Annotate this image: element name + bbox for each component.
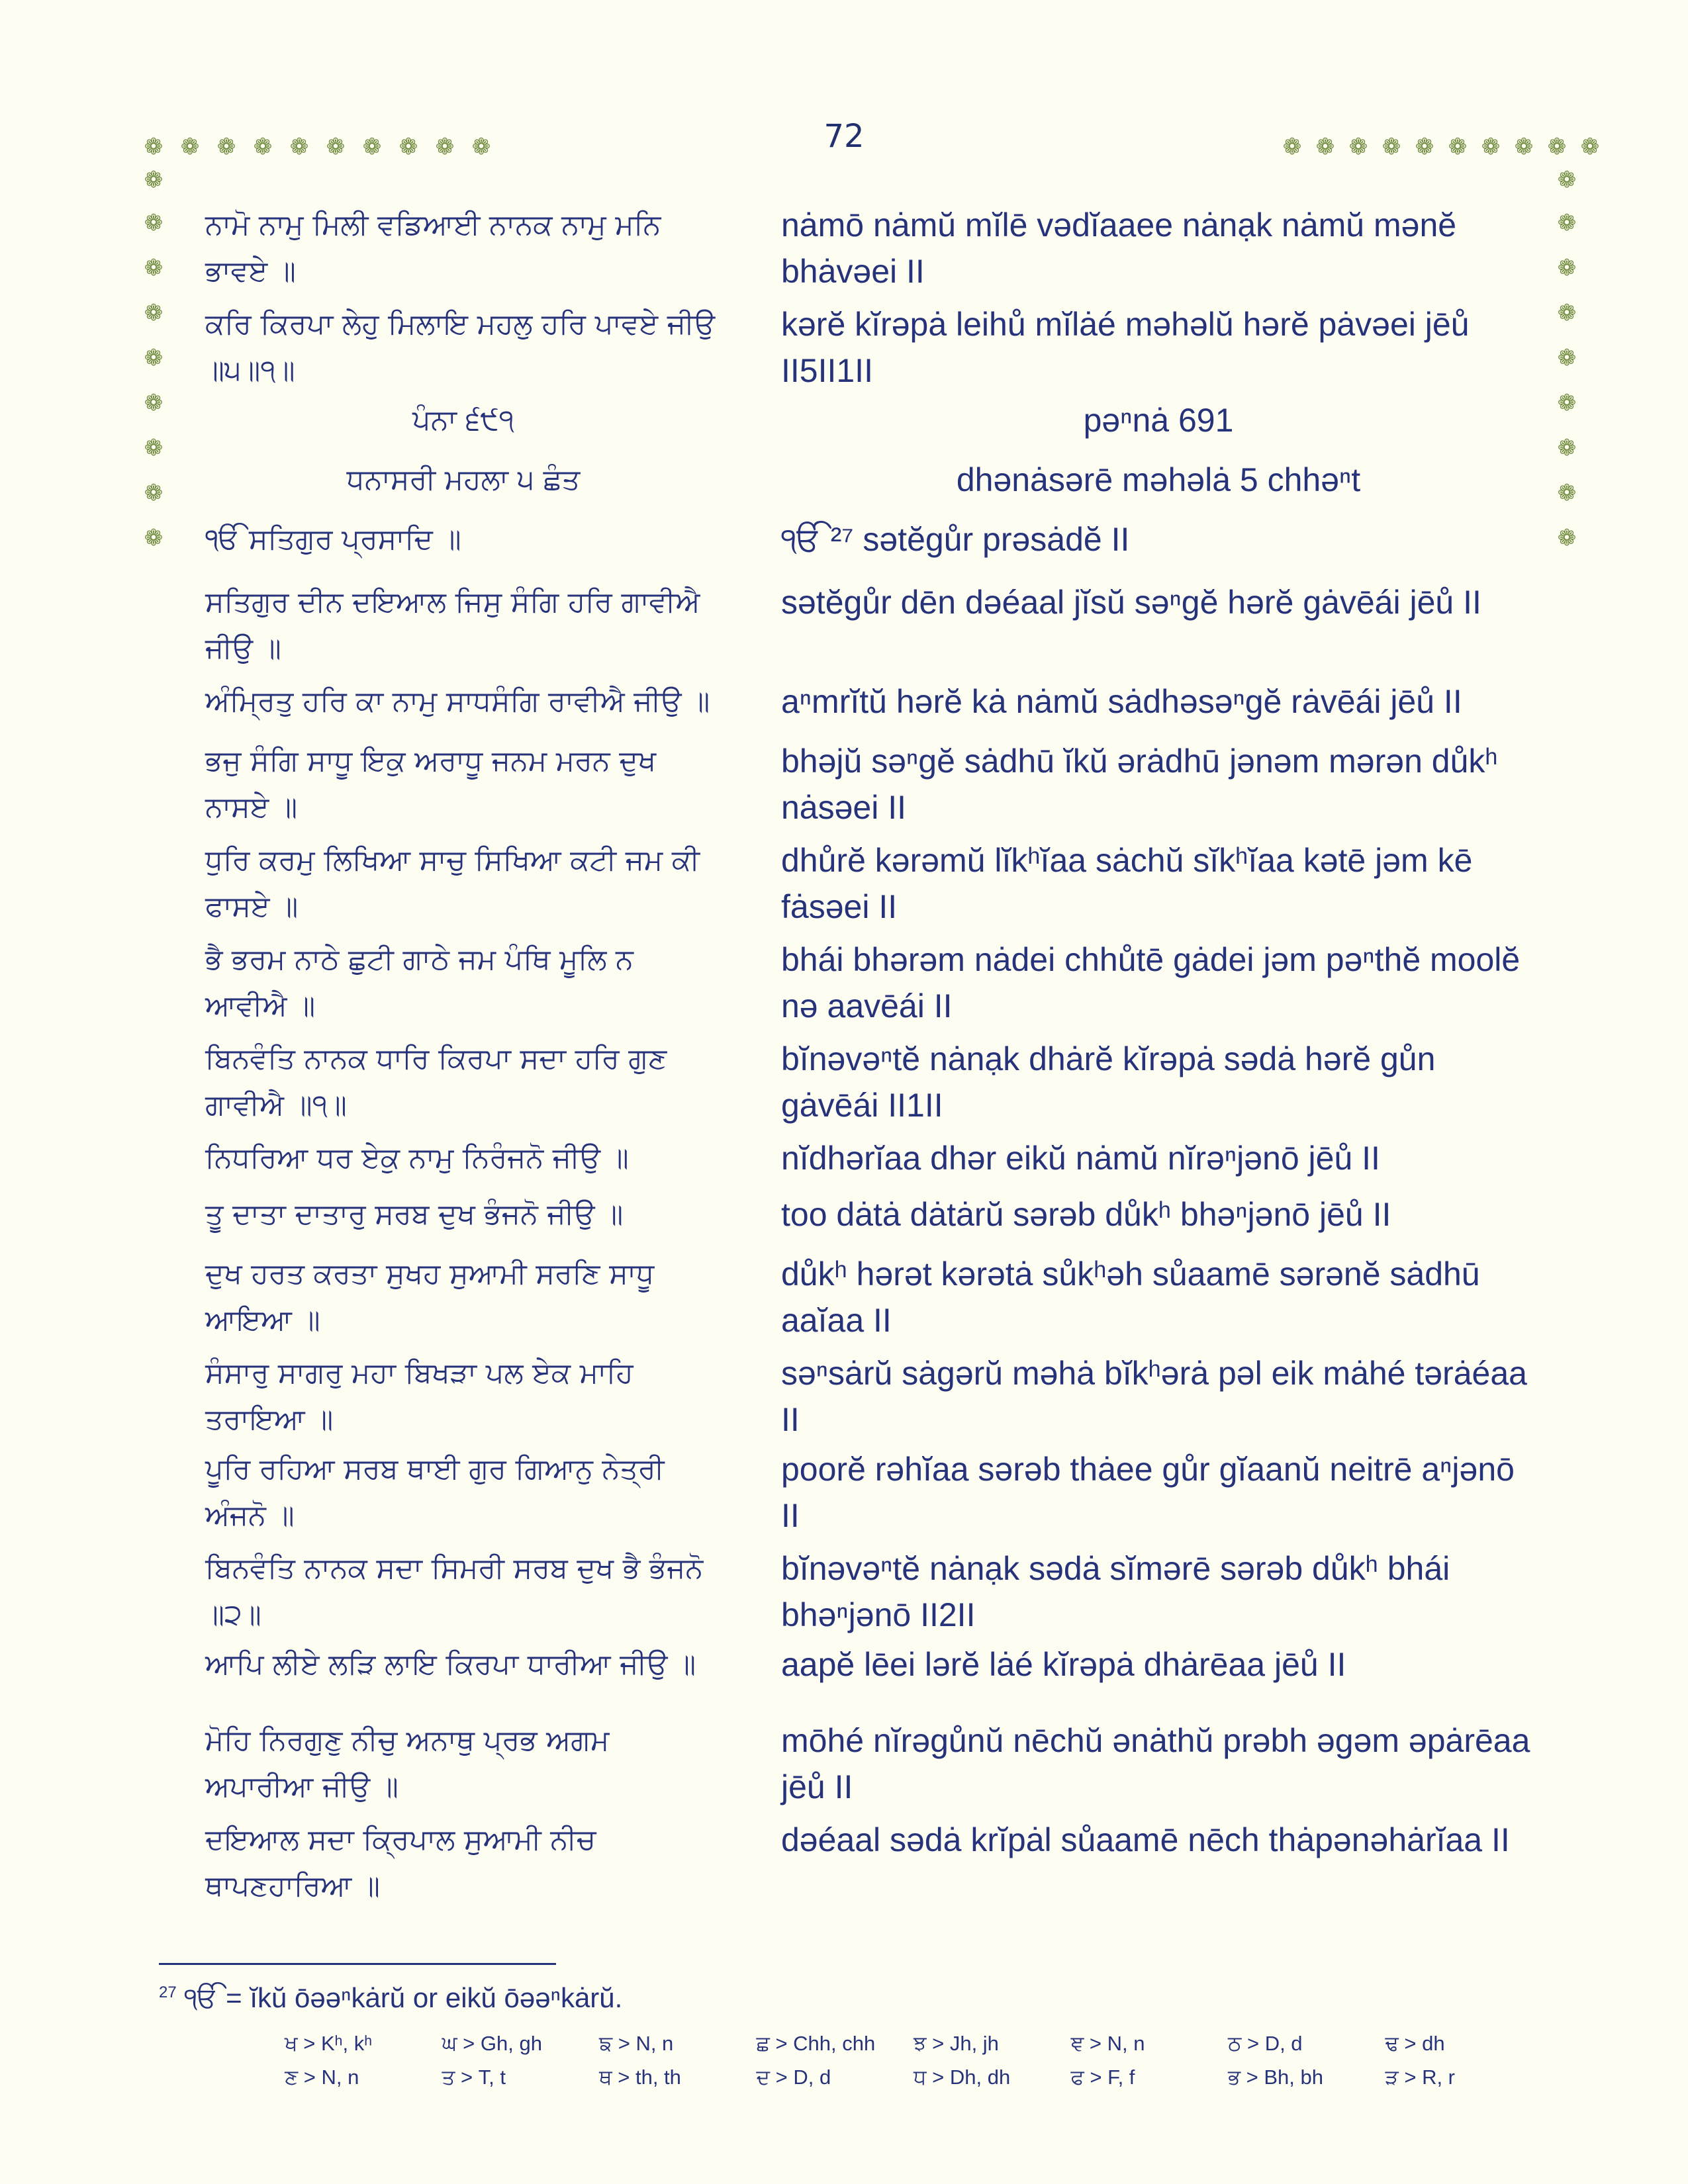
footnote-divider <box>159 1963 556 1965</box>
flower-ornament-icon: ❁ <box>144 480 164 506</box>
flower-ornament-icon: ❁ <box>1448 134 1468 160</box>
flower-ornament-icon: ❁ <box>144 390 164 416</box>
gurmukhi-text: ਤੂ ਦਾਤਾ ਦਾਤਾਰੁ ਸਰਬ ਦੁਖ ਭੰਜਨੋ ਜੀਉ ॥ <box>205 1198 624 1231</box>
legend-entry: ਛ > Chh, chh <box>756 2032 876 2055</box>
flower-ornament-icon: ❁ <box>144 300 164 326</box>
flower-ornament-icon: ❁ <box>1348 134 1368 160</box>
flower-ornament-icon: ❁ <box>144 167 164 193</box>
transliteration-legend <box>285 2032 1542 2090</box>
flower-ornament-icon: ❁ <box>216 134 236 160</box>
transliteration-text: ੴ ²⁷ sətĕgůr prəsȧdĕ II <box>781 521 1130 558</box>
gurmukhi-text: ਭਜੁ ਸੰਗਿ ਸਾਧੂ ਇਕੁ ਅਰਾਧੂ ਜਨਮ ਮਰਨ ਦੁਖ ਨਾਸਏ ॥ <box>205 745 657 824</box>
flower-ornament-icon: ❁ <box>471 134 491 160</box>
flower-ornament-icon: ❁ <box>362 134 382 160</box>
flower-ornament-icon: ❁ <box>1557 435 1577 461</box>
gurmukhi-text: ਅੰਮ੍ਰਿਤੁ ਹਰਿ ਕਾ ਨਾਮੁ ਸਾਧਸੰਗਿ ਰਾਵੀਐ ਜੀਉ ॥ <box>205 685 710 718</box>
gurmukhi-text: ਦਇਆਲ ਸਦਾ ਕ੍ਰਿਪਾਲ ਸੁਆਮੀ ਨੀਚ ਥਾਪਣਹਾਰਿਆ ॥ <box>205 1823 596 1903</box>
flower-ornament-icon: ❁ <box>144 525 164 551</box>
legend-entry: ਝ > Jh, jh <box>914 2032 999 2055</box>
transliteration-text: poorĕ rəhĭaa sərəb thȧee gůr gĭaanŭ neitrē aⁿjənō II <box>781 1451 1515 1534</box>
footnote-number: 27 <box>159 1983 177 2001</box>
transliteration-text: səⁿsȧrŭ sȧgərŭ məhȧ bĭkʰərȧ pəl eik mȧhé tərȧéaa II <box>781 1355 1527 1438</box>
flower-ornament-icon: ❁ <box>144 134 164 160</box>
gurmukhi-text: ਕਰਿ ਕਿਰਪਾ ਲੇਹੁ ਮਿਲਾਇ ਮਹਲੁ ਹਰਿ ਪਾਵਏ ਜੀਉ ॥੫॥੧॥ <box>205 308 716 387</box>
flower-ornament-icon: ❁ <box>1557 167 1577 193</box>
flower-ornament-icon: ❁ <box>253 134 273 160</box>
transliteration-text: sətĕgůr dēn dəéaal jĭsŭ səⁿgĕ hərĕ gȧvēái jēů II <box>781 584 1481 621</box>
transliteration-text: bhəjŭ səⁿgĕ sȧdhū ĭkŭ ərȧdhū jənəm mərən důkʰ nȧsəei II <box>781 743 1498 826</box>
flower-ornament-icon: ❁ <box>1557 525 1577 551</box>
flower-ornament-icon: ❁ <box>1514 134 1534 160</box>
gurmukhi-text: ਨਿਧਰਿਆ ਧਰ ਏਕੁ ਨਾਮੁ ਨਿਰੰਜਨੋ ਜੀਉ ॥ <box>205 1142 629 1175</box>
transliteration-text: bĭnəvəⁿtĕ nȧnạk sədȧ sĭmərē sərəb důkʰ bhái bhəⁿjənō II2II <box>781 1550 1450 1633</box>
flower-ornament-icon: ❁ <box>1557 390 1577 416</box>
flower-ornament-icon: ❁ <box>289 134 309 160</box>
transliteration-text: důkʰ hərət kərətȧ sůkʰəh sůaamē sərənĕ sȧdhū aaĭaa II <box>781 1255 1480 1339</box>
legend-entry: ਣ > N, n <box>285 2066 359 2089</box>
legend-entry: ਠ > D, d <box>1228 2032 1303 2055</box>
legend-entry: ਧ > Dh, dh <box>914 2066 1011 2089</box>
transliteration-text: dhůrĕ kərəmŭ lĭkʰĭaa sȧchŭ sĭkʰĭaa kətē jəm kē fȧsəei II <box>781 842 1473 925</box>
flower-ornament-icon: ❁ <box>1557 345 1577 371</box>
flower-ornament-icon: ❁ <box>1547 134 1567 160</box>
gurmukhi-text: ਮੋਹਿ ਨਿਰਗੁਣੁ ਨੀਚੁ ਅਨਾਥੁ ਪ੍ਰਭ ਅਗਮ ਅਪਾਰੀਆ ਜੀਉ ॥ <box>205 1724 610 1803</box>
gurmukhi-text: ਦੁਖ ਹਰਤ ਕਰਤਾ ਸੁਖਹ ਸੁਆਮੀ ਸਰਣਿ ਸਾਧੂ ਆਇਆ ॥ <box>205 1257 655 1337</box>
transliteration-text: kərĕ kĭrəpȧ leihů mĭlȧé məhəlŭ hərĕ pȧvəei jēů II5II1II <box>781 306 1470 389</box>
gurmukhi-text: ਭੈ ਭਰਮ ਨਾਠੇ ਛੁਟੀ ਗਾਠੇ ਜਮ ਪੰਥਿ ਮੂਲਿ ਨ ਆਵੀਐ ॥ <box>205 943 633 1023</box>
transliteration-text: aⁿmrĭtŭ hərĕ kȧ nȧmŭ sȧdhəsəⁿgĕ rȧvēái jēů II <box>781 683 1462 720</box>
gurmukhi-text: ਬਿਨਵੰਤਿ ਨਾਨਕ ਸਦਾ ਸਿਮਰੀ ਸਰਬ ਦੁਖ ਭੈ ਭੰਜਨੋ ॥੨॥ <box>205 1552 704 1631</box>
gurmukhi-text: ਪੰਨਾ ੬੯੧ <box>412 404 514 437</box>
flower-ornament-icon: ❁ <box>1315 134 1335 160</box>
legend-entry: ਖ > Kʰ, kʰ <box>285 2032 373 2055</box>
transliteration-text: mōhé nĭrəgůnŭ nēchŭ ənȧthŭ prəbh əgəm əpȧrēaa jēů II <box>781 1722 1530 1805</box>
transliteration-text: bĭnəvəⁿtĕ nȧnạk dhȧrĕ kĭrəpȧ sədȧ hərĕ gůn gȧvēái II1II <box>781 1040 1436 1124</box>
gurmukhi-text: ੴ ਸਤਿਗੁਰ ਪ੍ਰਸਾਦਿ ॥ <box>205 523 461 556</box>
legend-entry: ਭ > Bh, bh <box>1228 2066 1323 2089</box>
flower-ornament-icon: ❁ <box>1282 134 1302 160</box>
legend-entry: ਦ > D, d <box>756 2066 831 2089</box>
flower-ornament-icon: ❁ <box>1557 300 1577 326</box>
legend-entry: ਢ > dh <box>1385 2032 1445 2055</box>
flower-ornament-icon: ❁ <box>144 345 164 371</box>
legend-entry: ਫ > F, f <box>1070 2066 1135 2089</box>
flower-ornament-icon: ❁ <box>1557 210 1577 236</box>
legend-entry: ਤ > T, t <box>442 2066 506 2089</box>
transliteration-text: nȧmō nȧmŭ mĭlē vədĭaaee nȧnạk nȧmŭ mənĕ bhȧvəei II <box>781 206 1457 290</box>
transliteration-text: too dȧtȧ dȧtȧrŭ sərəb důkʰ bhəⁿjənō jēů II <box>781 1196 1391 1233</box>
gurmukhi-text: ਧਨਾਸਰੀ ਮਹਲਾ ੫ ਛੰਤ <box>346 463 581 496</box>
legend-entry: ਥ > th, th <box>599 2066 681 2089</box>
flower-ornament-icon: ❁ <box>1382 134 1401 160</box>
flower-ornament-icon: ❁ <box>180 134 200 160</box>
flower-ornament-icon: ❁ <box>144 435 164 461</box>
transliteration-text: bhái bhərəm nȧdei chhůtē gȧdei jəm pəⁿthĕ moolĕ nə aavēái II <box>781 941 1521 1024</box>
page-number: 72 <box>823 118 865 155</box>
transliteration-text: aapĕ lēei lərĕ lȧé kĭrəpȧ dhȧrēaa jēů II <box>781 1646 1346 1683</box>
flower-ornament-icon: ❁ <box>1557 480 1577 506</box>
transliteration-text: dəéaal sədȧ krĭpȧl sůaamē nēch thȧpənəhȧrĭaa II <box>781 1821 1510 1858</box>
gurmukhi-text: ਪੂਰਿ ਰਹਿਆ ਸਰਬ ਥਾਈ ਗੁਰ ਗਿਆਨੁ ਨੇਤ੍ਰੀ ਅੰਜਨੋ ॥ <box>205 1453 665 1532</box>
legend-entry: ਞ > N, n <box>1070 2032 1145 2055</box>
flower-ornament-icon: ❁ <box>1557 255 1577 281</box>
flower-ornament-icon: ❁ <box>326 134 346 160</box>
legend-entry: ੜ > R, r <box>1385 2066 1456 2089</box>
gurmukhi-text: ਬਿਨਵੰਤਿ ਨਾਨਕ ਧਾਰਿ ਕਿਰਪਾ ਸਦਾ ਹਰਿ ਗੁਣ ਗਾਵੀਐ ॥੧॥ <box>205 1042 667 1122</box>
flower-ornament-icon: ❁ <box>399 134 418 160</box>
gurmukhi-text: ਨਾਮੋ ਨਾਮੁ ਮਿਲੀ ਵਡਿਆਈ ਨਾਨਕ ਨਾਮੁ ਮਨਿ ਭਾਵਏ ॥ <box>205 208 661 288</box>
legend-entry: ਙ > N, n <box>599 2032 674 2055</box>
transliteration-text: pəⁿnȧ 691 <box>1083 402 1234 439</box>
transliteration-text: nĭdhərĭaa dhər eikŭ nȧmŭ nĭrəⁿjənō jēů II <box>781 1140 1380 1177</box>
transliteration-text: dhənȧsərē məhəlȧ 5 chhəⁿt <box>956 461 1361 498</box>
gurmukhi-text: ਧੁਰਿ ਕਰਮੁ ਲਿਖਿਆ ਸਾਚੁ ਸਿਖਿਆ ਕਟੀ ਜਮ ਕੀ ਫਾਸਏ ॥ <box>205 844 700 923</box>
gurmukhi-text: ਸੰਸਾਰੁ ਸਾਗਰੁ ਮਹਾ ਬਿਖੜਾ ਪਲ ਏਕ ਮਾਹਿ ਤਰਾਇਆ ॥ <box>205 1357 633 1436</box>
flower-ornament-icon: ❁ <box>1481 134 1501 160</box>
flower-ornament-icon: ❁ <box>1415 134 1434 160</box>
legend-entry: ਘ > Gh, gh <box>442 2032 542 2055</box>
gurmukhi-text: ਆਪਿ ਲੀਏ ਲੜਿ ਲਾਇ ਕਿਰਪਾ ਧਾਰੀਆ ਜੀਉ ॥ <box>205 1648 696 1681</box>
footnote-text: ੴ = ĭkŭ ōəəⁿkȧrŭ or eikŭ ōəəⁿkȧrŭ. <box>184 1982 623 2013</box>
flower-ornament-icon: ❁ <box>1580 134 1600 160</box>
gurmukhi-text: ਸਤਿਗੁਰ ਦੀਨ ਦਇਆਲ ਜਿਸੁ ਸੰਗਿ ਹਰਿ ਗਾਵੀਐ ਜੀਉ ॥ <box>205 586 700 665</box>
flower-ornament-icon: ❁ <box>144 210 164 236</box>
flower-ornament-icon: ❁ <box>144 255 164 281</box>
footnote <box>159 1982 1483 2015</box>
flower-ornament-icon: ❁ <box>435 134 455 160</box>
